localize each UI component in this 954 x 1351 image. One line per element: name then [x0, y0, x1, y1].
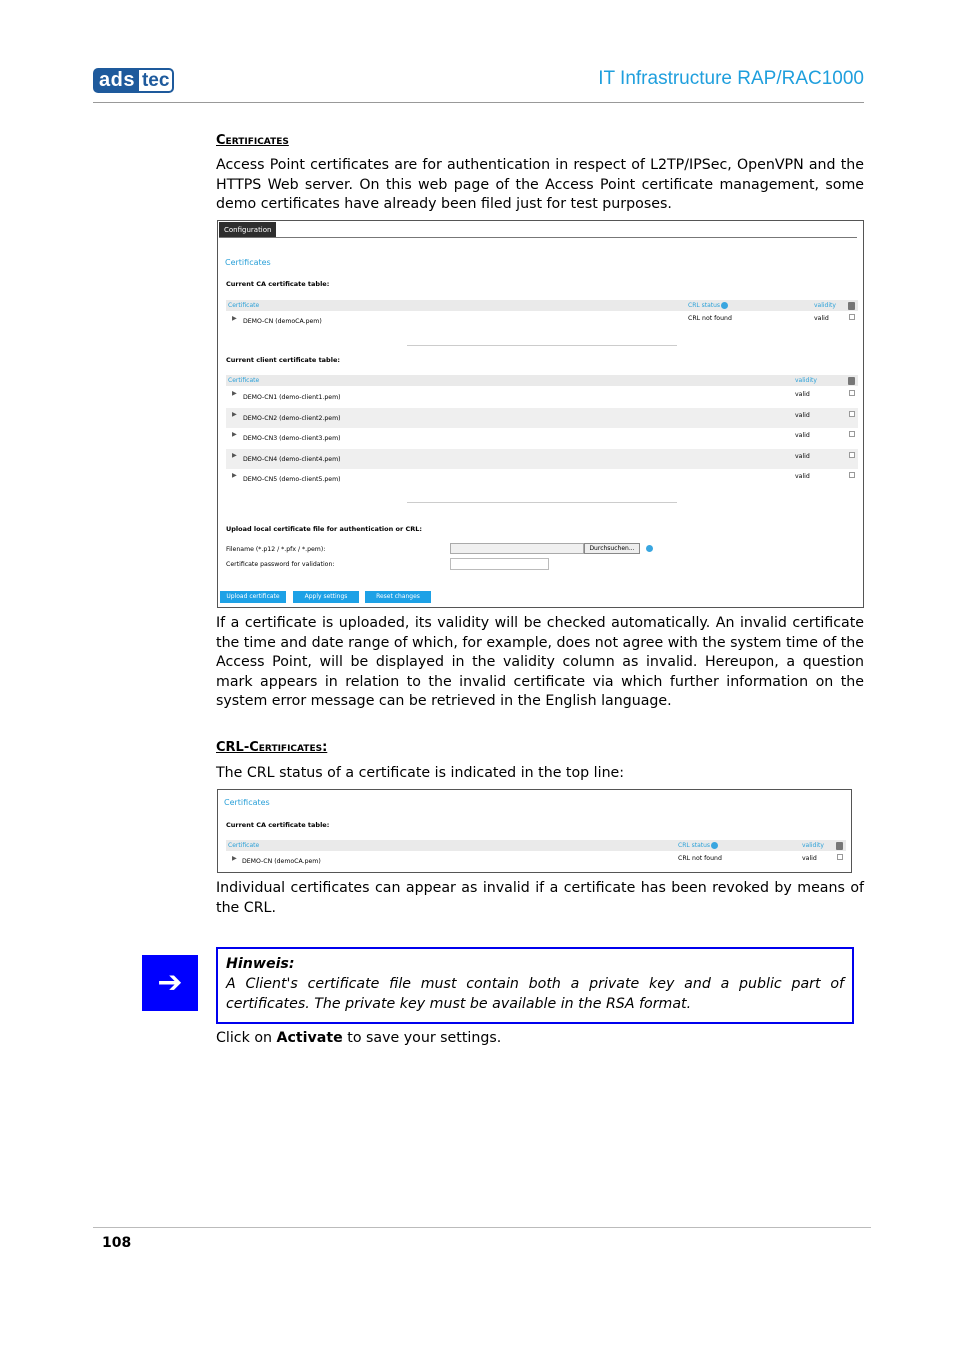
filename-label: Filename (*.p12 / *.pfx / *.pem): [226, 546, 326, 553]
select-checkbox[interactable] [849, 411, 855, 417]
document-title: IT Infrastructure RAP/RAC1000 [598, 68, 864, 89]
certificates-screenshot [217, 220, 864, 608]
page-title: Certificates [224, 798, 270, 807]
note-box [216, 947, 854, 1024]
col-certificate[interactable]: Certificate [228, 377, 260, 384]
crl-screenshot [217, 789, 852, 873]
info-icon[interactable] [711, 842, 718, 849]
password-label: Certificate password for validation: [226, 561, 335, 568]
certificate-name: DEMO-CN4 (demo-client4.pem) [243, 456, 341, 463]
validity-value: valid [795, 412, 810, 419]
filename-input[interactable] [450, 543, 584, 554]
table-row[interactable] [226, 469, 858, 489]
expand-arrow-icon[interactable]: ▶ [232, 855, 237, 862]
col-certificate[interactable]: Certificate [228, 302, 260, 309]
expand-arrow-icon[interactable]: ▶ [232, 315, 237, 322]
client-table-header [226, 375, 858, 386]
crl-status-value: CRL not found [688, 315, 732, 322]
table-row[interactable] [226, 312, 858, 332]
validity-value: valid [802, 855, 817, 862]
separator [407, 345, 677, 346]
select-checkbox[interactable] [849, 390, 855, 396]
password-input[interactable] [450, 558, 549, 570]
validity-value: valid [795, 432, 810, 439]
col-certificate[interactable]: Certificate [228, 842, 260, 849]
validity-value: valid [814, 315, 829, 322]
tab-configuration[interactable]: Configuration [219, 222, 276, 238]
expand-arrow-icon[interactable]: ▶ [232, 431, 237, 438]
delete-icon[interactable] [848, 377, 855, 385]
certificate-name: DEMO-CN2 (demo-client2.pem) [243, 415, 341, 422]
ca-table-label: Current CA certificate table: [226, 821, 330, 829]
browse-button[interactable]: Durchsuchen... [584, 543, 640, 554]
col-crl-status-label: CRL status [688, 302, 721, 309]
tab-underline [219, 237, 857, 238]
validity-value: valid [795, 391, 810, 398]
select-checkbox[interactable] [849, 314, 855, 320]
select-checkbox[interactable] [849, 431, 855, 437]
apply-settings-button[interactable]: Apply settings [293, 591, 359, 603]
crl-heading: CRL-Certificates: [216, 740, 328, 755]
upload-certificate-button[interactable]: Upload certificate [220, 591, 286, 603]
ca-table-header [226, 300, 858, 311]
col-validity[interactable]: validity [795, 377, 817, 384]
info-icon[interactable] [721, 302, 728, 309]
certificate-name: DEMO-CN (demoCA.pem) [242, 858, 321, 865]
col-crl-status[interactable] [688, 302, 728, 309]
expand-arrow-icon[interactable]: ▶ [232, 452, 237, 459]
revoked-paragraph: Individual certificates can appear as invalid if a certificate has been revoked by means of the CRL. [216, 880, 864, 916]
crl-intro: The CRL status of a certificate is indicated in the top line: [216, 765, 625, 781]
certificates-intro: Access Point certificates are for authentication in respect of L2TP/IPSec, OpenVPN and the HTTPS Web server. On this web page of the Access Point certificate management, some demo certificates have already been filed just for test purposes. [216, 157, 864, 212]
activate-prefix: Click on [216, 1030, 277, 1046]
page-number: 108 [102, 1235, 132, 1251]
footer-divider [93, 1227, 871, 1228]
col-crl-status[interactable] [678, 842, 718, 849]
note-text: A Client's certificate file must contain both a private key and a public part of certificates. The private key must be available in the RSA format. [226, 976, 844, 1012]
delete-icon[interactable] [848, 302, 855, 310]
separator [407, 502, 677, 503]
expand-arrow-icon[interactable]: ▶ [232, 411, 237, 418]
crl-status-value: CRL not found [678, 855, 722, 862]
header-divider [93, 102, 864, 103]
table-row[interactable] [226, 408, 858, 428]
col-crl-status-label: CRL status [678, 842, 711, 849]
certificate-name: DEMO-CN5 (demo-client5.pem) [243, 476, 341, 483]
expand-arrow-icon[interactable]: ▶ [232, 472, 237, 479]
client-table-label: Current client certificate table: [226, 356, 340, 364]
certificate-name: DEMO-CN3 (demo-client3.pem) [243, 435, 341, 442]
select-checkbox[interactable] [849, 452, 855, 458]
logo-tec: tec [139, 68, 174, 93]
adstec-logo [93, 68, 177, 93]
expand-arrow-icon[interactable]: ▶ [232, 390, 237, 397]
col-validity[interactable]: validity [814, 302, 836, 309]
certificate-name: DEMO-CN1 (demo-client1.pem) [243, 394, 341, 401]
activate-suffix: to save your settings. [342, 1030, 502, 1046]
note-heading: Hinweis: [226, 956, 295, 972]
ca-table-label: Current CA certificate table: [226, 280, 330, 288]
ca-table-header [226, 840, 846, 851]
delete-icon[interactable] [836, 842, 843, 850]
validity-value: valid [795, 453, 810, 460]
table-row[interactable] [226, 852, 846, 872]
col-validity[interactable]: validity [802, 842, 824, 849]
table-row[interactable] [226, 387, 858, 407]
validity-paragraph: If a certificate is uploaded, its validity will be checked automatically. An invalid certificate the time and date range of which, for example, does not agree with the system time of the Access Point, will be displayed in the validity column as invalid. Hereupon, a question mark appears in relation to the invalid certificate via which further information on the system error message can be retrieved in the English language. [216, 615, 864, 709]
reset-changes-button[interactable]: Reset changes [365, 591, 431, 603]
select-checkbox[interactable] [849, 472, 855, 478]
activate-keyword: Activate [276, 1030, 343, 1046]
activate-instruction [216, 1029, 864, 1049]
table-row[interactable] [226, 428, 858, 448]
page-title: Certificates [225, 258, 271, 267]
info-icon[interactable] [646, 545, 653, 552]
certificate-name: DEMO-CN (demoCA.pem) [243, 318, 322, 325]
table-row[interactable] [226, 449, 858, 469]
validity-value: valid [795, 473, 810, 480]
arrow-right-icon: ➔ [142, 955, 198, 1011]
upload-label: Upload local certificate file for authentication or CRL: [226, 525, 422, 533]
logo-ads: ads [93, 68, 139, 93]
certificates-heading: Certificates [216, 133, 289, 148]
select-checkbox[interactable] [837, 854, 843, 860]
